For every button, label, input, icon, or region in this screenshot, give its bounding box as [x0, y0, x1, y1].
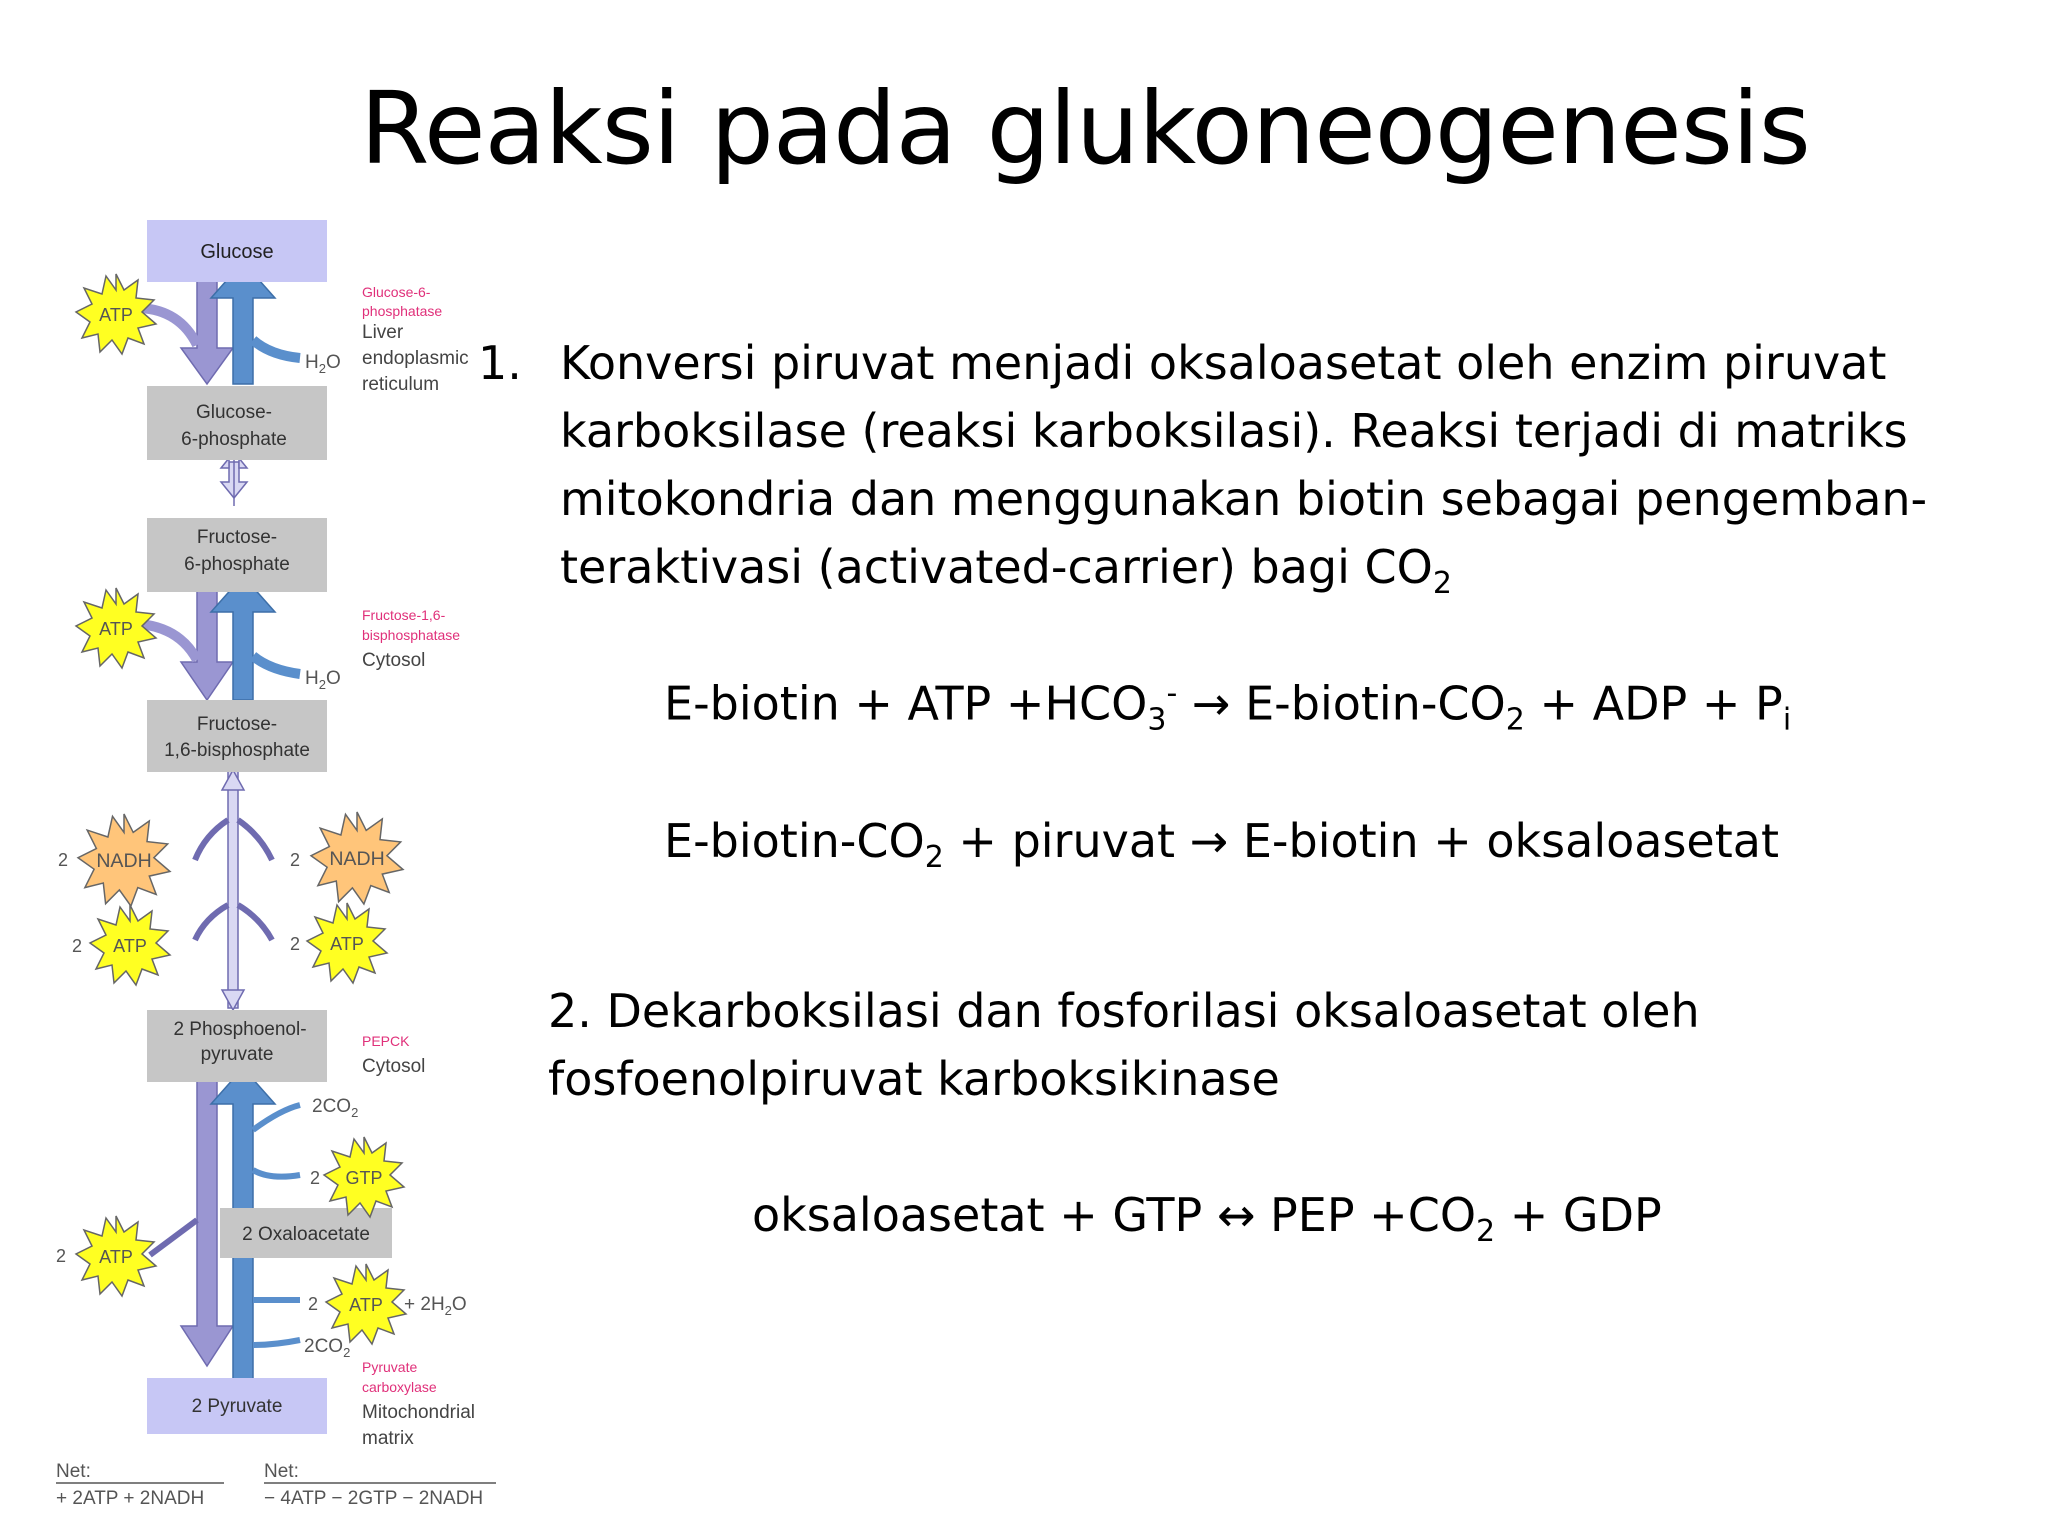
h2o-label-2: $H_2O$ [305, 668, 341, 692]
svg-text:phosphatase: phosphatase [362, 303, 443, 319]
svg-text:Fructose-: Fructose- [196, 714, 278, 735]
nadh-star-left [78, 814, 170, 906]
svg-text:Glucose-: Glucose- [195, 402, 273, 423]
svg-text:Pyruvate: Pyruvate [362, 1359, 418, 1375]
plus-2h2o-label: + $2H_2O$ [404, 1294, 467, 1318]
svg-text:Glucose: Glucose [200, 241, 274, 263]
coef-atp-4: 2 [290, 934, 301, 954]
location-cytosol-1: Cytosol [362, 650, 426, 671]
svg-text:ATP: ATP [349, 1295, 383, 1315]
point1-line3: mitokondria dan menggunakan biotin sebagai pengemban- [560, 472, 1928, 526]
net-left [56, 1461, 224, 1509]
enzyme-pepck: PEPCK [362, 1033, 410, 1049]
equation-3: oksaloasetat + GTP ↔ PEP $+CO_2$ + GDP [752, 1188, 1662, 1250]
point1-line1: Konversi piruvat menjadi oksaloasetat oleh enzim piruvat [560, 336, 1887, 390]
coef-gtp: 2 [310, 1168, 321, 1188]
box-fructose-bisphosphate [147, 700, 327, 772]
svg-text:+ 2ATP + 2NADH: + 2ATP + 2NADH [56, 1488, 205, 1509]
svg-text:ATP: ATP [330, 934, 364, 954]
svg-text:NADH: NADH [329, 847, 385, 870]
svg-text:6-phosphate: 6-phosphate [181, 429, 287, 450]
atp-curve-2 [140, 624, 197, 660]
svg-text:Fructose-1,6-: Fructose-1,6- [362, 607, 446, 623]
atp-star-6 [326, 1264, 406, 1344]
box-phosphoenolpyruvate [147, 1010, 327, 1082]
location-mitochondrial-matrix [362, 1402, 475, 1449]
f6p-fbp-arrows [181, 576, 275, 700]
atp-star-1 [76, 274, 156, 354]
gluconeogenesis-diagram [0, 205, 500, 1535]
svg-text:Liver: Liver [362, 322, 404, 343]
equation-2: $E-biotin-CO_2$ + piruvat → E-biotin + oksaloasetat [664, 814, 1779, 876]
box-glucose-6-phosphate [147, 386, 327, 460]
nadh-star-right [311, 812, 403, 904]
enzyme-glucose-6-phosphatase [362, 284, 442, 319]
svg-text:ATP: ATP [113, 936, 147, 956]
co2-label-bottom: $2CO_2$ [304, 1336, 351, 1360]
location-cytosol-2: Cytosol [362, 1056, 426, 1077]
svg-text:ATP: ATP [99, 305, 133, 325]
h2o-curve-2 [253, 656, 300, 674]
svg-text:Net:: Net: [264, 1461, 299, 1482]
box-fructose-6-phosphate [147, 518, 327, 592]
slide-title: Reaksi pada glukoneogenesis [360, 70, 1810, 187]
gtp-star [324, 1137, 404, 1217]
box-glucose [147, 220, 327, 282]
point1-line2: karboksilase (reaksi karboksilasi). Reaksi terjadi di matriks [560, 404, 1908, 458]
svg-text:carboxylase: carboxylase [362, 1379, 437, 1395]
svg-text:NADH: NADH [96, 849, 152, 872]
svg-text:Fructose-: Fructose- [196, 527, 278, 548]
coef-nadh-left: 2 [58, 850, 69, 870]
atp-star-5 [76, 1216, 156, 1296]
coef-atp-6: 2 [308, 1294, 319, 1314]
svg-text:ATP: ATP [99, 1247, 133, 1267]
atp-star-2 [76, 588, 156, 668]
svg-text:Mitochondrial: Mitochondrial [362, 1402, 475, 1423]
svg-text:2 Pyruvate: 2 Pyruvate [191, 1396, 283, 1417]
coef-atp-3: 2 [72, 936, 83, 956]
h2o-label-1: $H_2O$ [305, 352, 341, 376]
svg-text:2 Oxaloacetate: 2 Oxaloacetate [242, 1224, 370, 1245]
coef-atp-5: 2 [56, 1246, 67, 1266]
point2-line2: fosfoenolpiruvat karboksikinase [548, 1052, 1280, 1106]
fbp-pep-arrows [195, 770, 272, 1010]
atp-curve-1 [140, 308, 197, 345]
location-liver-er [362, 322, 469, 395]
point2-line1: 2. Dekarboksilasi dan fosforilasi oksaloasetat oleh [548, 984, 1700, 1038]
svg-text:ATP: ATP [99, 619, 133, 639]
svg-text:bisphosphatase: bisphosphatase [362, 627, 461, 643]
svg-text:1,6-bisphosphate: 1,6-bisphosphate [164, 740, 310, 761]
coef-nadh-right: 2 [290, 850, 301, 870]
point1-number: 1. [478, 336, 522, 390]
equation-1: E-biotin + ATP $+HCO_3^-$ → $E-biotin-CO_2$ + ADP + $P_i$ [664, 676, 1792, 738]
svg-text:reticulum: reticulum [362, 374, 440, 395]
svg-text:Glucose-6-: Glucose-6- [362, 284, 431, 300]
svg-text:− 4ATP − 2GTP − 2NADH: − 4ATP − 2GTP − 2NADH [264, 1488, 484, 1509]
enzyme-fructose-bisphosphatase [362, 607, 460, 643]
point1-line4: teraktivasi (activated-carrier) bagi $CO_2$ [560, 540, 1452, 602]
enzyme-pyruvate-carboxylase [362, 1359, 437, 1395]
atp-star-3 [90, 905, 170, 985]
svg-text:6-phosphate: 6-phosphate [184, 554, 290, 575]
box-pyruvate [147, 1378, 327, 1434]
svg-text:endoplasmic: endoplasmic [362, 348, 469, 369]
svg-text:Net:: Net: [56, 1461, 91, 1482]
box-oxaloacetate [220, 1208, 392, 1258]
svg-text:2 Phosphoenol-: 2 Phosphoenol- [173, 1019, 307, 1040]
co2-label-top: $2CO_2$ [312, 1096, 359, 1120]
net-right [264, 1461, 496, 1509]
svg-text:pyruvate: pyruvate [200, 1044, 274, 1065]
atp-star-4 [307, 903, 387, 983]
svg-text:matrix: matrix [362, 1428, 414, 1449]
h2o-curve-1 [253, 340, 300, 358]
svg-text:GTP: GTP [345, 1168, 383, 1188]
